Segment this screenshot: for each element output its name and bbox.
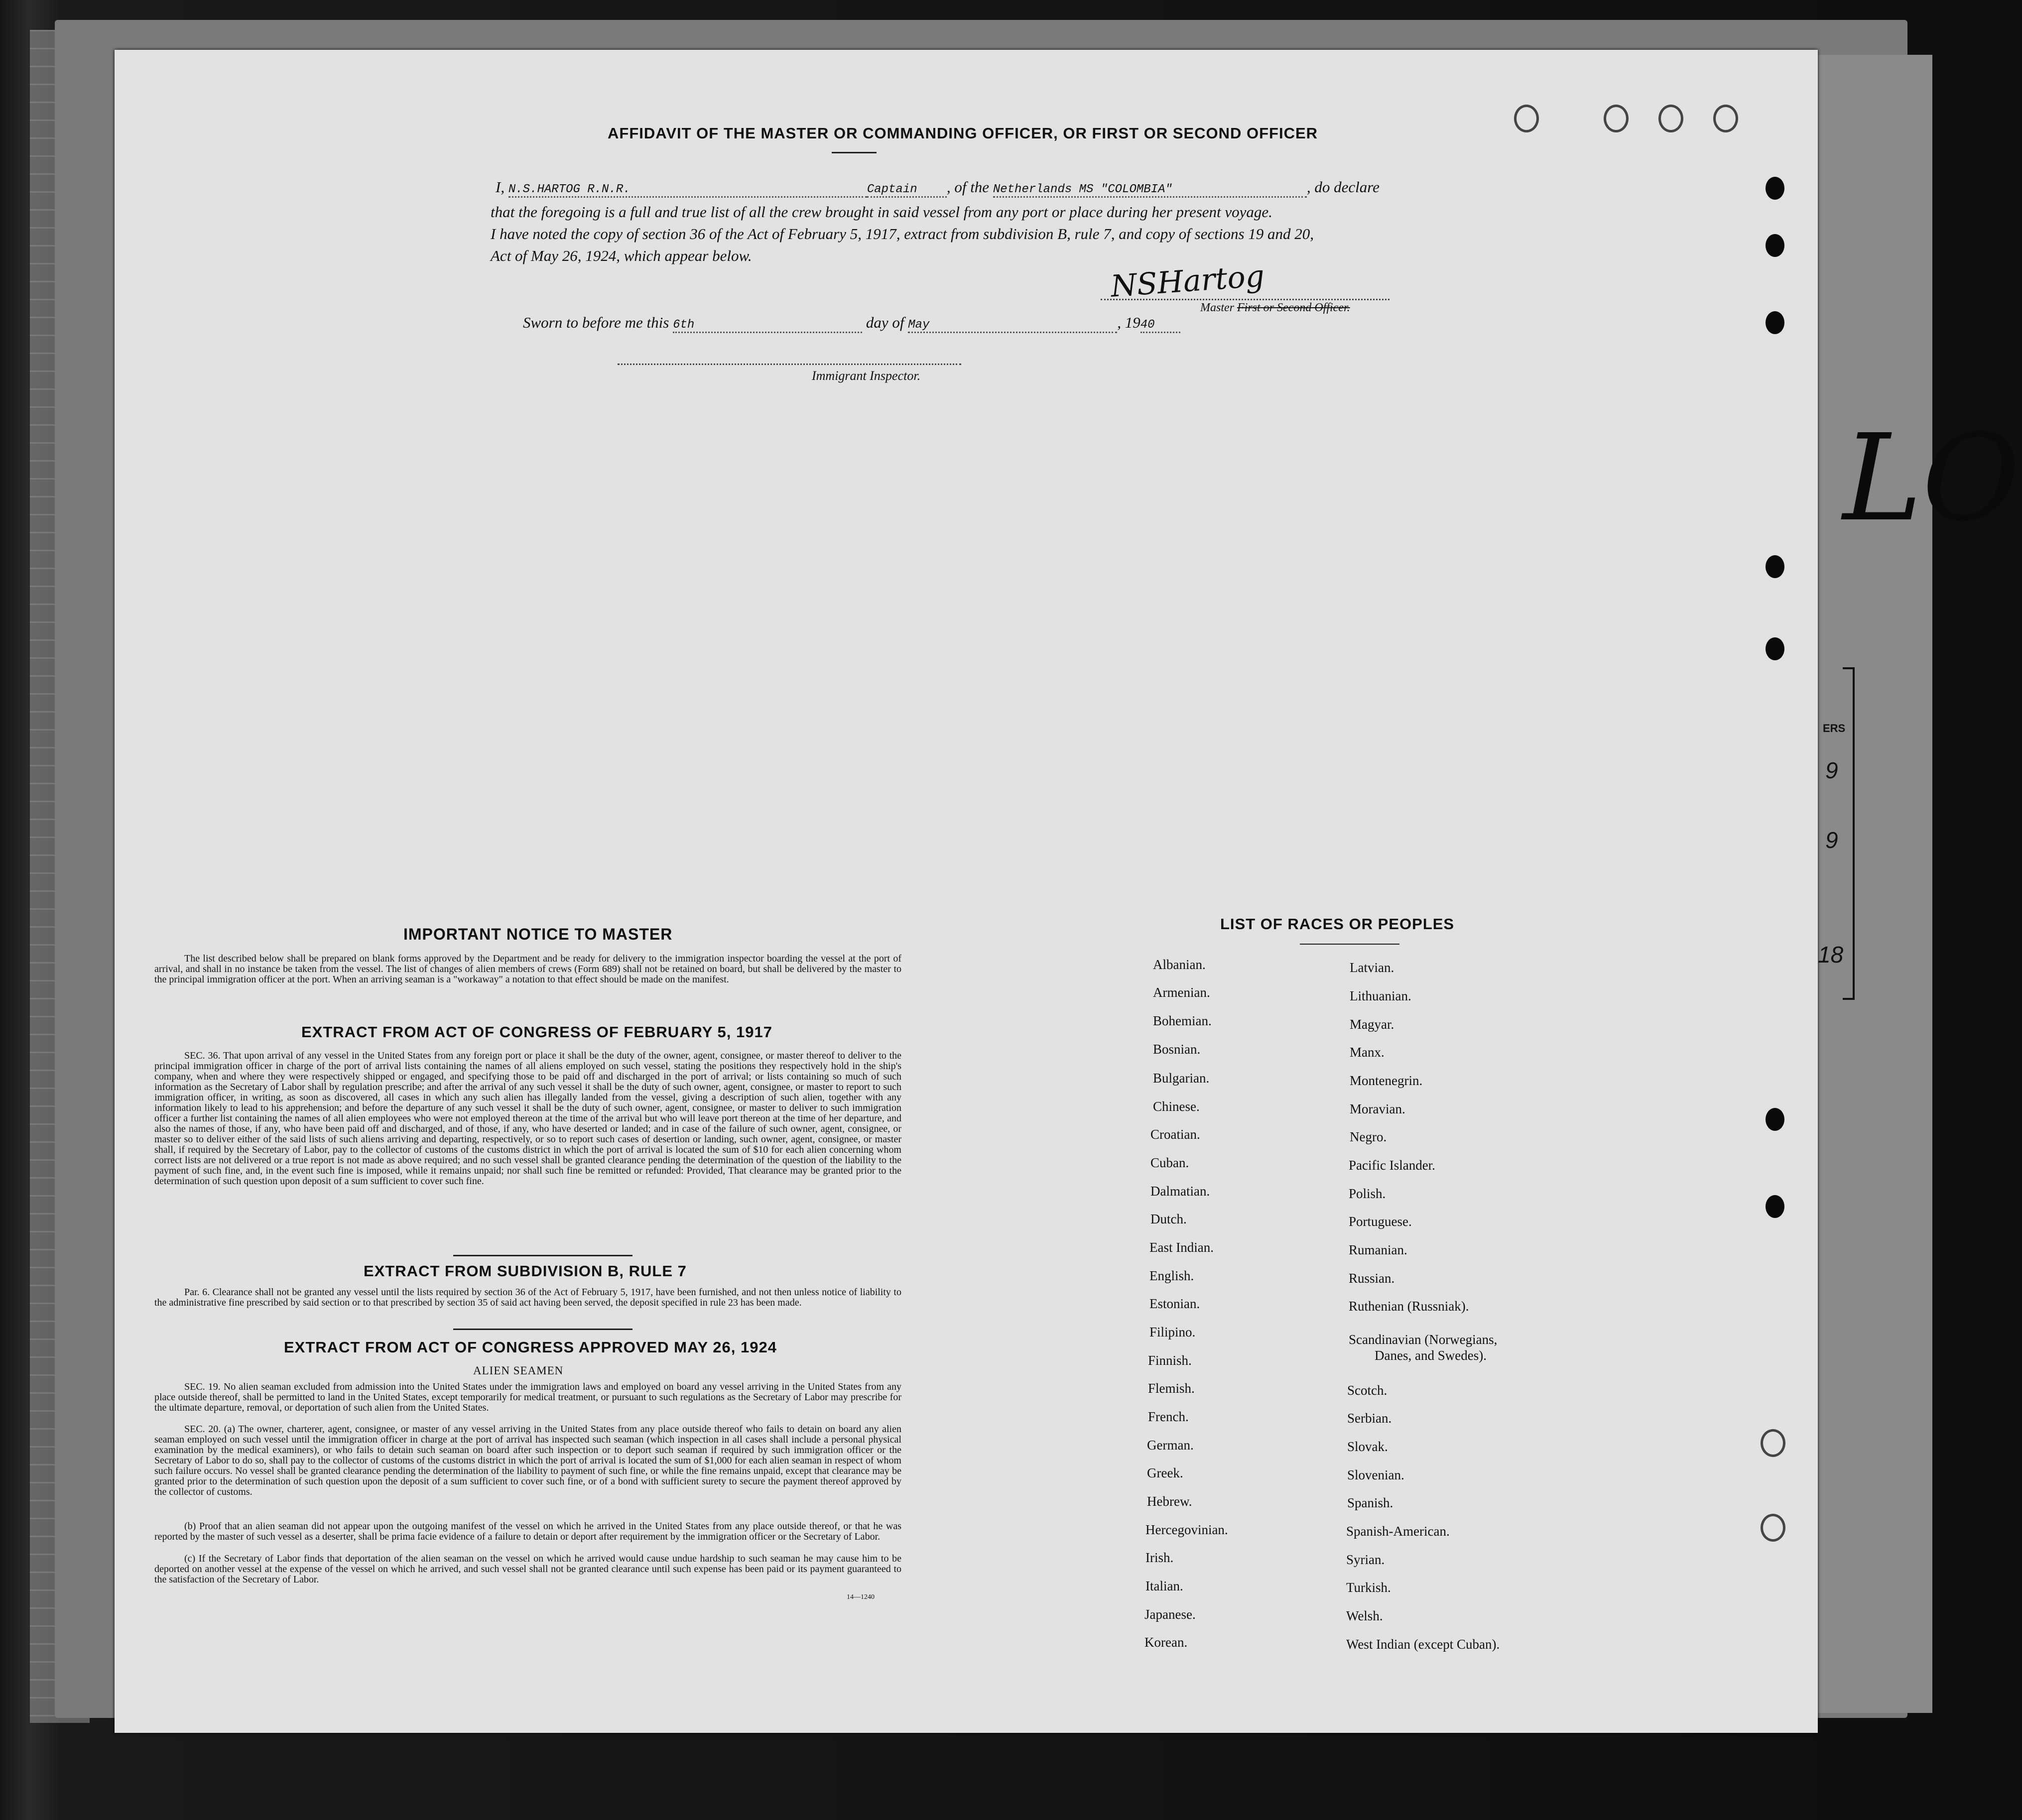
- race-item: Russian.: [1349, 1271, 1395, 1286]
- race-item: Polish.: [1349, 1186, 1386, 1201]
- notice-heading: IMPORTANT NOTICE TO MASTER: [403, 925, 673, 943]
- underlying-page-edge: [1803, 55, 1932, 1713]
- race-item: Slovenian.: [1347, 1467, 1404, 1482]
- margin-box: [1843, 667, 1855, 1000]
- race-item: Portuguese.: [1349, 1214, 1412, 1229]
- of-the-text: , of the: [946, 178, 990, 196]
- inspector-line: [618, 364, 961, 365]
- race-item: Armenian.: [1153, 985, 1210, 1000]
- race-item: Croatian.: [1150, 1127, 1200, 1142]
- race-item: Welsh.: [1346, 1608, 1383, 1623]
- affidavit-line-2: that the foregoing is a full and true list of all the crew brought in said vessel from any port or place during her present voyage.: [491, 203, 1272, 221]
- rule7-heading: EXTRACT FROM SUBDIVISION B, RULE 7: [364, 1262, 687, 1280]
- affidavit-heading: AFFIDAVIT OF THE MASTER OR COMMANDING OFFICER, OR FIRST OR SECOND OFFICER: [608, 124, 1318, 142]
- race-item: Scandinavian (Norwegians,: [1349, 1332, 1498, 1347]
- section-divider: [453, 1255, 632, 1256]
- races-heading: LIST OF RACES OR PEOPLES: [1220, 915, 1455, 933]
- vessel-name: Netherlands MS "COLOMBIA": [993, 183, 1307, 198]
- punch-hole-ring: [1761, 1514, 1785, 1542]
- alien-seamen-subheading: ALIEN SEAMEN: [473, 1364, 564, 1377]
- caption-master: Master: [1200, 301, 1234, 314]
- sec20b-body: (b) Proof that an alien seaman did not appear upon the outgoing manifest of the vessel on which he arrived in the United States from any place outside thereof, or that he was reported by the master of such vessel as a deserter, shall be prima facie evidence of a failure to detain or deport after requirement by the immigration officer or the Secretary of Labor.: [154, 1521, 901, 1542]
- margin-count-3: 18: [1818, 942, 1844, 968]
- race-item: Filipino.: [1149, 1325, 1196, 1339]
- affidavit-prefix: I,: [496, 178, 505, 196]
- margin-count-2: 9: [1825, 827, 1838, 853]
- race-item: German.: [1147, 1438, 1194, 1453]
- year-prefix: , 19: [1117, 314, 1140, 331]
- race-item: Spanish.: [1347, 1495, 1393, 1510]
- margin-count-1: 9: [1825, 757, 1838, 783]
- race-item: English.: [1149, 1268, 1194, 1283]
- sworn-line: [523, 314, 1180, 333]
- day-of-text: day of: [866, 314, 904, 331]
- master-name: N.S.HARTOG R.N.R.: [508, 183, 867, 198]
- race-item: Albanian.: [1153, 957, 1206, 972]
- race-item: Bohemian.: [1153, 1013, 1212, 1028]
- affidavit-line-1: [496, 178, 1380, 198]
- extract-1924-heading: EXTRACT FROM ACT OF CONGRESS APPROVED MAY 26, 1924: [284, 1338, 777, 1356]
- race-item: Greek.: [1147, 1465, 1183, 1480]
- form-number: 14—1240: [847, 1593, 875, 1601]
- race-item: Syrian.: [1346, 1552, 1385, 1567]
- race-item: Turkish.: [1346, 1580, 1391, 1595]
- race-item: Chinese.: [1153, 1099, 1200, 1114]
- race-item: Serbian.: [1347, 1411, 1392, 1426]
- punch-hole: [1766, 637, 1784, 660]
- race-item: Pacific Islander.: [1349, 1158, 1435, 1173]
- race-item: Irish.: [1145, 1550, 1174, 1565]
- race-item: French.: [1148, 1409, 1189, 1424]
- margin-col-head: ERS: [1823, 722, 1846, 734]
- race-item: East Indian.: [1149, 1240, 1214, 1255]
- punch-hole: [1766, 555, 1784, 578]
- race-item: Italian.: [1145, 1578, 1183, 1593]
- punch-hole: [1766, 177, 1784, 200]
- races-heading-rule: [1300, 944, 1399, 945]
- affidavit-line-3: I have noted the copy of section 36 of the Act of February 5, 1917, extract from subdivision B, rule 7, and copy of sections 19 and 20,: [491, 225, 1314, 243]
- punch-hole-ring: [1713, 105, 1738, 132]
- race-item: West Indian (except Cuban).: [1346, 1637, 1500, 1652]
- punch-hole-ring: [1604, 105, 1629, 132]
- race-item: Spanish-American.: [1346, 1524, 1450, 1539]
- race-item: Dutch.: [1150, 1212, 1187, 1226]
- affidavit-line-4: Act of May 26, 1924, which appear below.: [491, 247, 752, 264]
- punch-hole: [1766, 1195, 1784, 1218]
- race-item: Lithuanian.: [1350, 988, 1411, 1003]
- extract-1917-body: SEC. 36. That upon arrival of any vessel in the United States from any foreign port or place it shall be the duty of the owner, agent, consignee, or master thereof to deliver to the principal immigration officer in charge of the port of arrival lists containing the names of all aliens employed on such vessel, stating the positions they respectively hold in the ship's company, when and where they were respectively shipped or engaged, and specifying those to be paid off and discharged in the port of arrival; or lists containing so much of such information as the Secretary of Labor shall by regulation prescribe; and after the arrival of any such vessel it shall be the duty of such owner, agent, consignee, or master to report to such immigration officer, in writing, as soon as discovered, all cases in which any such alien has illegally landed from the vessel, giving a description of such alien, together with any information likely to lead to his apprehension; and before the departure of any such vessel it shall be the duty of such owner, agent, consignee, or master to deliver to such immigration officer a further list containing the names of all alien employees who were not employed thereon at the time of the arrival but who will leave port thereon at the time of her departure, and also the names of those, if any, who have been paid off and discharged, and of those, if any, who have deserted or landed; and in case of the failure of such owner, agent, consignee, or master so to deliver either of the said lists of such aliens arriving and departing, respectively, or so to report such cases of desertion or landing, such owner, agent, consignee, or master shall, if required by the Secretary of Labor, pay to the collector of customs of the customs district in which the port of arrival is located the sum of $10 for each alien concerning whom correct lists are not delivered or a true report is not made as above required; and no such vessel shall be granted clearance pending the determination of the question of the liability to the payment of such fine, and, in the event such fine is imposed, while it remains unpaid; nor shall such fine be remitted or refunded: Provided, That clearance may be granted prior to the determination of such question upon deposit of a sum sufficient to cover such fine.: [154, 1050, 901, 1187]
- inspector-caption: Immigrant Inspector.: [812, 368, 921, 383]
- notice-body: The list described below shall be prepared on blank forms approved by the Department and be ready for delivery to the immigration inspector boarding the vessel at the port of arrival, and shall in no instance be taken from the vessel. The list of changes of alien members of crews (Form 689) shall not be retained on board, but shall be delivered by the master to the principal immigration officer at the port. When an arriving seaman is a "workaway" a notation to that effect should be made on the manifest.: [154, 953, 901, 985]
- race-item: Slovak.: [1347, 1439, 1388, 1454]
- sec19-body: SEC. 19. No alien seaman excluded from admission into the United States under the immigration laws and employed on board any vessel arriving in the United States from any place outside thereof, shall be permitted to land in the United States, except temporarily for medical treatment, or pursuant to such regulations as the Secretary of Labor may prescribe for the ultimate departure, removal, or deportation of such alien from the United States.: [154, 1381, 901, 1413]
- section-divider: [453, 1329, 632, 1330]
- race-item: Montenegrin.: [1350, 1073, 1423, 1088]
- race-item: Hercegovinian.: [1145, 1522, 1228, 1537]
- race-item: Cuban.: [1150, 1155, 1189, 1170]
- punch-hole-ring: [1658, 105, 1683, 132]
- signature-line: [1101, 299, 1390, 300]
- affidavit-heading-rule: [832, 152, 877, 153]
- race-item: Flemish.: [1148, 1381, 1195, 1396]
- race-item: Bosnian.: [1153, 1042, 1201, 1057]
- punch-hole: [1766, 1108, 1784, 1131]
- race-item: Ruthenian (Russniak).: [1349, 1299, 1469, 1314]
- race-item: Korean.: [1144, 1635, 1188, 1650]
- master-signature: NSHartog: [1109, 258, 1266, 304]
- punch-hole-ring: [1514, 105, 1539, 132]
- extract-1917-heading: EXTRACT FROM ACT OF CONGRESS OF FEBRUARY 5, 1917: [301, 1023, 772, 1041]
- caption-struck: First or Second Officer.: [1237, 301, 1350, 314]
- race-item: Magyar.: [1350, 1017, 1394, 1032]
- race-item: Manx.: [1350, 1045, 1385, 1060]
- race-item: Scotch.: [1347, 1383, 1388, 1398]
- signature-caption: [1200, 301, 1350, 315]
- punch-hole-ring: [1761, 1429, 1785, 1457]
- sworn-year: 40: [1140, 318, 1180, 333]
- sworn-day: 6th: [673, 318, 862, 333]
- race-item: Japanese.: [1144, 1607, 1196, 1622]
- race-item: Latvian.: [1350, 960, 1394, 975]
- race-item: Hebrew.: [1147, 1494, 1192, 1509]
- sworn-prefix: Sworn to before me this: [523, 314, 669, 331]
- master-rank: Captain: [867, 183, 947, 198]
- race-item: Finnish.: [1148, 1353, 1192, 1368]
- sec20c-body: (c) If the Secretary of Labor finds that deportation of the alien seaman on the vessel on which he arrived would cause undue hardship to such seaman he may cause him to be deported on another vessel at the expense of the vessel on which he arrived, and such vessel shall not be granted clearance until such expense has been paid or its payment guaranteed to the satisfaction of the Secretary of Labor.: [154, 1553, 901, 1585]
- sec20a-body: SEC. 20. (a) The owner, charterer, agent, consignee, or master of any vessel arriving in the United States from any place outside thereof who fails to detain on board any alien seaman employed on such vessel until the immigration officer in charge at the port of arrival has inspected such seaman (which inspection in all cases shall include a personal physical examination by the medical examiners), or who fails to detain such seaman on board after such inspection or to deport such seaman if required by such immigration officer or the Secretary of Labor to do so, shall pay to the collector of customs of the customs district in which the port of arrival is located the sum of $1,000 for each alien seaman in respect of whom such failure occurs. No vessel shall be granted clearance pending the determination of the liability to payment of such fine, or while the fine remains unpaid, except that clearance may be granted prior to the determination of such question upon the deposit of a sum sufficient to cover such fine, or of a bond with sufficient surety to secure the payment thereof approved by the collector of customs.: [154, 1424, 901, 1497]
- race-item: Moravian.: [1350, 1101, 1405, 1116]
- rule7-body: Par. 6. Clearance shall not be granted any vessel until the lists required by section 36 of the Act of February 5, 1917, have been furnished, and not then unless notice of liability to the administrative fine prescribed by said section or to that prescribed by section 35 of said act having been served, the deposit specified in rule 23 has been made.: [154, 1287, 901, 1308]
- race-item: Estonian.: [1149, 1296, 1200, 1311]
- punch-hole: [1766, 311, 1784, 334]
- manifest-page: [115, 50, 1818, 1733]
- race-item: Rumanian.: [1349, 1242, 1407, 1257]
- sworn-month: May: [908, 318, 1117, 333]
- race-item: Danes, and Swedes).: [1375, 1348, 1487, 1363]
- race-item: Negro.: [1350, 1129, 1387, 1144]
- race-item: Dalmatian.: [1150, 1184, 1210, 1199]
- race-item: Bulgarian.: [1153, 1071, 1210, 1086]
- do-declare-text: , do declare: [1306, 178, 1380, 196]
- punch-hole: [1766, 234, 1784, 257]
- margin-big-mark: LO: [1843, 408, 2021, 548]
